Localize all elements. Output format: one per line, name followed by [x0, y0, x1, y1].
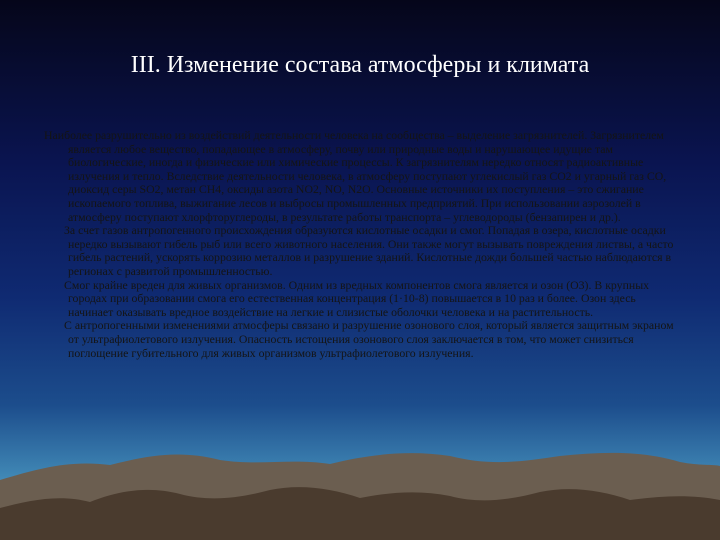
paragraph-pollutants: Наиболее разрушительно из воздействий деятельности человека на сообщества – выделение загрязнителей. Загрязнителем является любое вещество, попадающее в атмосферу, почву или природные воды и нарушающее идущие там биологические, иногда и физические или химические процессы. К загрязнителям нередко относят радиоактивные излучения и тепло. Вследствие деятельности человека, в атмосферу поступают углекислый газ CO2 и угарный газ CO, диоксид серы SO2, метан CH4, оксиды азота NO2, NO, N2O. Основные источники их поступления – это сжигание ископаемого топлива, выжигание лесов и выбросы промышленных предприятий. При использовании аэрозолей в атмосферу поступают хлорфторуглероды, в результате работы транспорта – углеводороды (бензапирен и др.).	[44, 128, 667, 224]
slide-title: III. Изменение состава атмосферы и климата	[130, 52, 590, 78]
paragraph-acid-rain: За счет газов антропогенного происхождения образуются кислотные осадки и смог. Попадая в озера, кислотные осадки нередко вызывают гибель рыб или всего животного населения. Они также могут вызывать повреждения листвы, а часто гибель растений, ускорять коррозию металлов и разрушение зданий. Кислотные дожди большей частью наблюдаются в регионах с развитой промышленностью.	[64, 223, 674, 278]
paragraph-ozone-layer: С антропогенными изменениями атмосферы связано и разрушение озонового слоя, который является защитным экраном от ультрафиолетового излучения. Опасность истощения озонового слоя заключается в том, что может снизиться поглощение губительного для живых организмов ультрафиолетового излучения.	[64, 318, 674, 360]
mountain-range-illustration	[0, 420, 720, 540]
paragraph-smog: Смог крайне вреден для живых организмов. Одним из вредных компонентов смога является и озон (O3). В крупных городах при образовании смога его естественная концентрация (1·10-8) повышается в 10 раз и более. Озон здесь начинает оказывать вредное воздействие на легкие и слизистые оболочки человека и на растительность.	[64, 277, 650, 319]
slide-body	[44, 129, 684, 360]
